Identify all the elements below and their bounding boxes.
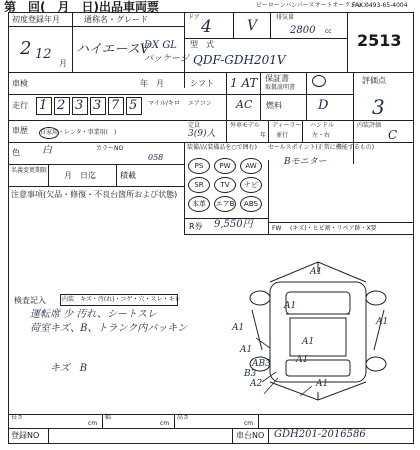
- lot-number: 2513: [357, 31, 402, 50]
- door-label: ドア: [188, 14, 200, 21]
- height-label: 高さ: [177, 414, 190, 421]
- grade-value: DX GL: [144, 40, 177, 51]
- inspection-legend: 内装 キズ・汚(れ)・コゲ・穴・スレ・キレ: [62, 296, 181, 303]
- manual-label: 取扱説明書: [265, 84, 296, 91]
- mileage-label: 走行: [12, 101, 28, 110]
- month-suffix: 月: [59, 59, 67, 68]
- sales-point-value: Bモニター: [284, 157, 327, 167]
- aircon-label: エアコン: [188, 100, 212, 107]
- first-registration-label: 初度登録年月: [12, 15, 60, 24]
- model-label: 型 式: [190, 40, 214, 49]
- equipment-item: 本革: [188, 196, 210, 212]
- mileage-digit: 2: [57, 98, 66, 113]
- notes-label: 注意事項(欠品・修復・不良台箇所および状態): [11, 190, 178, 199]
- first-registration-year: 2: [20, 38, 32, 59]
- width-label: 幅: [105, 414, 112, 421]
- equipment-item: PW: [214, 158, 236, 174]
- dealer-value: 並行: [276, 132, 289, 139]
- interior-rating-value: C: [388, 128, 398, 142]
- shaken-label: 車検: [12, 79, 28, 88]
- fuel-label: 燃料: [266, 101, 282, 110]
- rating-value: 3: [372, 95, 385, 119]
- r-ticket-label: R券: [189, 222, 203, 231]
- mileage-digit: 7: [111, 98, 120, 113]
- capacity-label: 定員: [188, 122, 201, 129]
- color-label: 色: [12, 148, 20, 157]
- car-name-value: ハイエースV: [76, 42, 150, 57]
- damage-mark: A1: [296, 355, 309, 365]
- fw-options: (キズ)・ヒビ割・リペア跡・X要: [290, 225, 377, 232]
- sheet-title: 第 回( 月 日)出品車両票: [4, 0, 159, 14]
- r-ticket-value: 9,550円: [214, 219, 253, 230]
- dealer-label: ディーラー: [272, 122, 302, 129]
- aircon-value: AC: [236, 98, 253, 111]
- equipment-item: SR: [188, 177, 210, 193]
- interior-rating-label: 内装評価: [357, 122, 382, 129]
- first-registration-month: 12: [35, 47, 52, 62]
- damage-mark: A1: [310, 267, 323, 277]
- length-unit: cm: [88, 420, 98, 427]
- rating-label: 評価点: [362, 76, 386, 85]
- displacement-value: 2800: [290, 25, 316, 36]
- height-unit: cm: [244, 420, 254, 427]
- handle-value: 左・右: [312, 132, 331, 139]
- mileage-digit: 3: [75, 98, 84, 113]
- foreign-model-label: 外車モデル: [230, 122, 260, 129]
- load-capacity-label: 積載: [120, 171, 136, 180]
- damage-mark: A2: [250, 379, 263, 389]
- registration-number-label: 登録NO: [11, 431, 40, 440]
- warranty-label: 保証書: [265, 74, 289, 83]
- fuel-value: D: [318, 98, 329, 113]
- damage-mark: A1: [284, 301, 297, 311]
- color-code-label: カラーNO: [96, 145, 124, 152]
- sales-point-label: セールスポイント(正常に機能するもの): [268, 144, 375, 151]
- inspection-note-2: 荷室キズ、B、トランク内パッキン: [30, 323, 188, 334]
- inspection-label: 検査記入: [14, 296, 46, 305]
- fax-number: FAX 0493-65-4004: [352, 2, 408, 9]
- door-value: 4: [201, 17, 212, 37]
- equipment-item: エアB: [214, 196, 236, 212]
- displacement-label: 排気量: [276, 14, 295, 21]
- mileage-unit: マイル/キロ: [148, 100, 180, 107]
- chassis-number-label: 車台NO: [236, 431, 265, 440]
- damage-mark: A1: [240, 345, 253, 355]
- inspection-note-1: 運転席 少 汚れ、シートスレ: [30, 309, 157, 320]
- equipment-item: TV: [214, 177, 236, 193]
- equipment-item: ナビ: [240, 177, 262, 193]
- mileage-digit: 5: [129, 98, 138, 113]
- package-value: パッケージ: [144, 54, 189, 64]
- equipment-item: ABS: [240, 196, 262, 212]
- name-change-label: 名義変更期限: [11, 167, 48, 174]
- damage-mark: B3: [244, 369, 257, 379]
- name-change-date: 月 日迄: [64, 171, 96, 180]
- mileage-digit: 1: [39, 98, 48, 113]
- foreign-model-year: 年: [260, 132, 267, 139]
- history-label: 車歴: [12, 126, 28, 135]
- damage-mark: AB3: [252, 359, 271, 369]
- fw-label: FW: [272, 225, 282, 232]
- color-code-value: 058: [148, 153, 164, 162]
- capacity-value: 3(9)人: [188, 129, 216, 139]
- inspection-note-3: キズ B: [50, 363, 88, 374]
- damage-mark: A1: [232, 323, 245, 333]
- length-label: 長さ: [11, 414, 24, 421]
- damage-mark: A1: [316, 379, 329, 389]
- damage-mark: A1: [302, 337, 315, 347]
- model-value: QDF-GDH201V: [193, 53, 286, 67]
- mileage-digit: 3: [93, 98, 102, 113]
- color-value: 白: [42, 145, 52, 156]
- seats-value: V: [247, 18, 258, 34]
- displacement-unit: cc: [325, 28, 332, 35]
- width-unit: cm: [160, 420, 170, 427]
- publisher-name: ビーローンバンパースオートオークション: [256, 2, 369, 9]
- handle-label: ハンドル: [310, 122, 335, 129]
- history-options: 自家用・レンタ・事業用( ): [40, 129, 117, 136]
- shift-label: シフト: [190, 79, 214, 88]
- equipment-item: AW: [240, 158, 262, 174]
- chassis-number-value: GDH201-2016586: [274, 429, 366, 440]
- damage-mark: A1: [376, 317, 389, 327]
- equipment-item: PS: [188, 158, 210, 174]
- shift-value: 1 AT: [230, 76, 258, 90]
- equipment-label: 装備品(装備品を○で囲む): [187, 144, 257, 151]
- name-grade-label: 通称名・グレード: [84, 15, 148, 24]
- shaken-unit: 年 月: [140, 79, 164, 88]
